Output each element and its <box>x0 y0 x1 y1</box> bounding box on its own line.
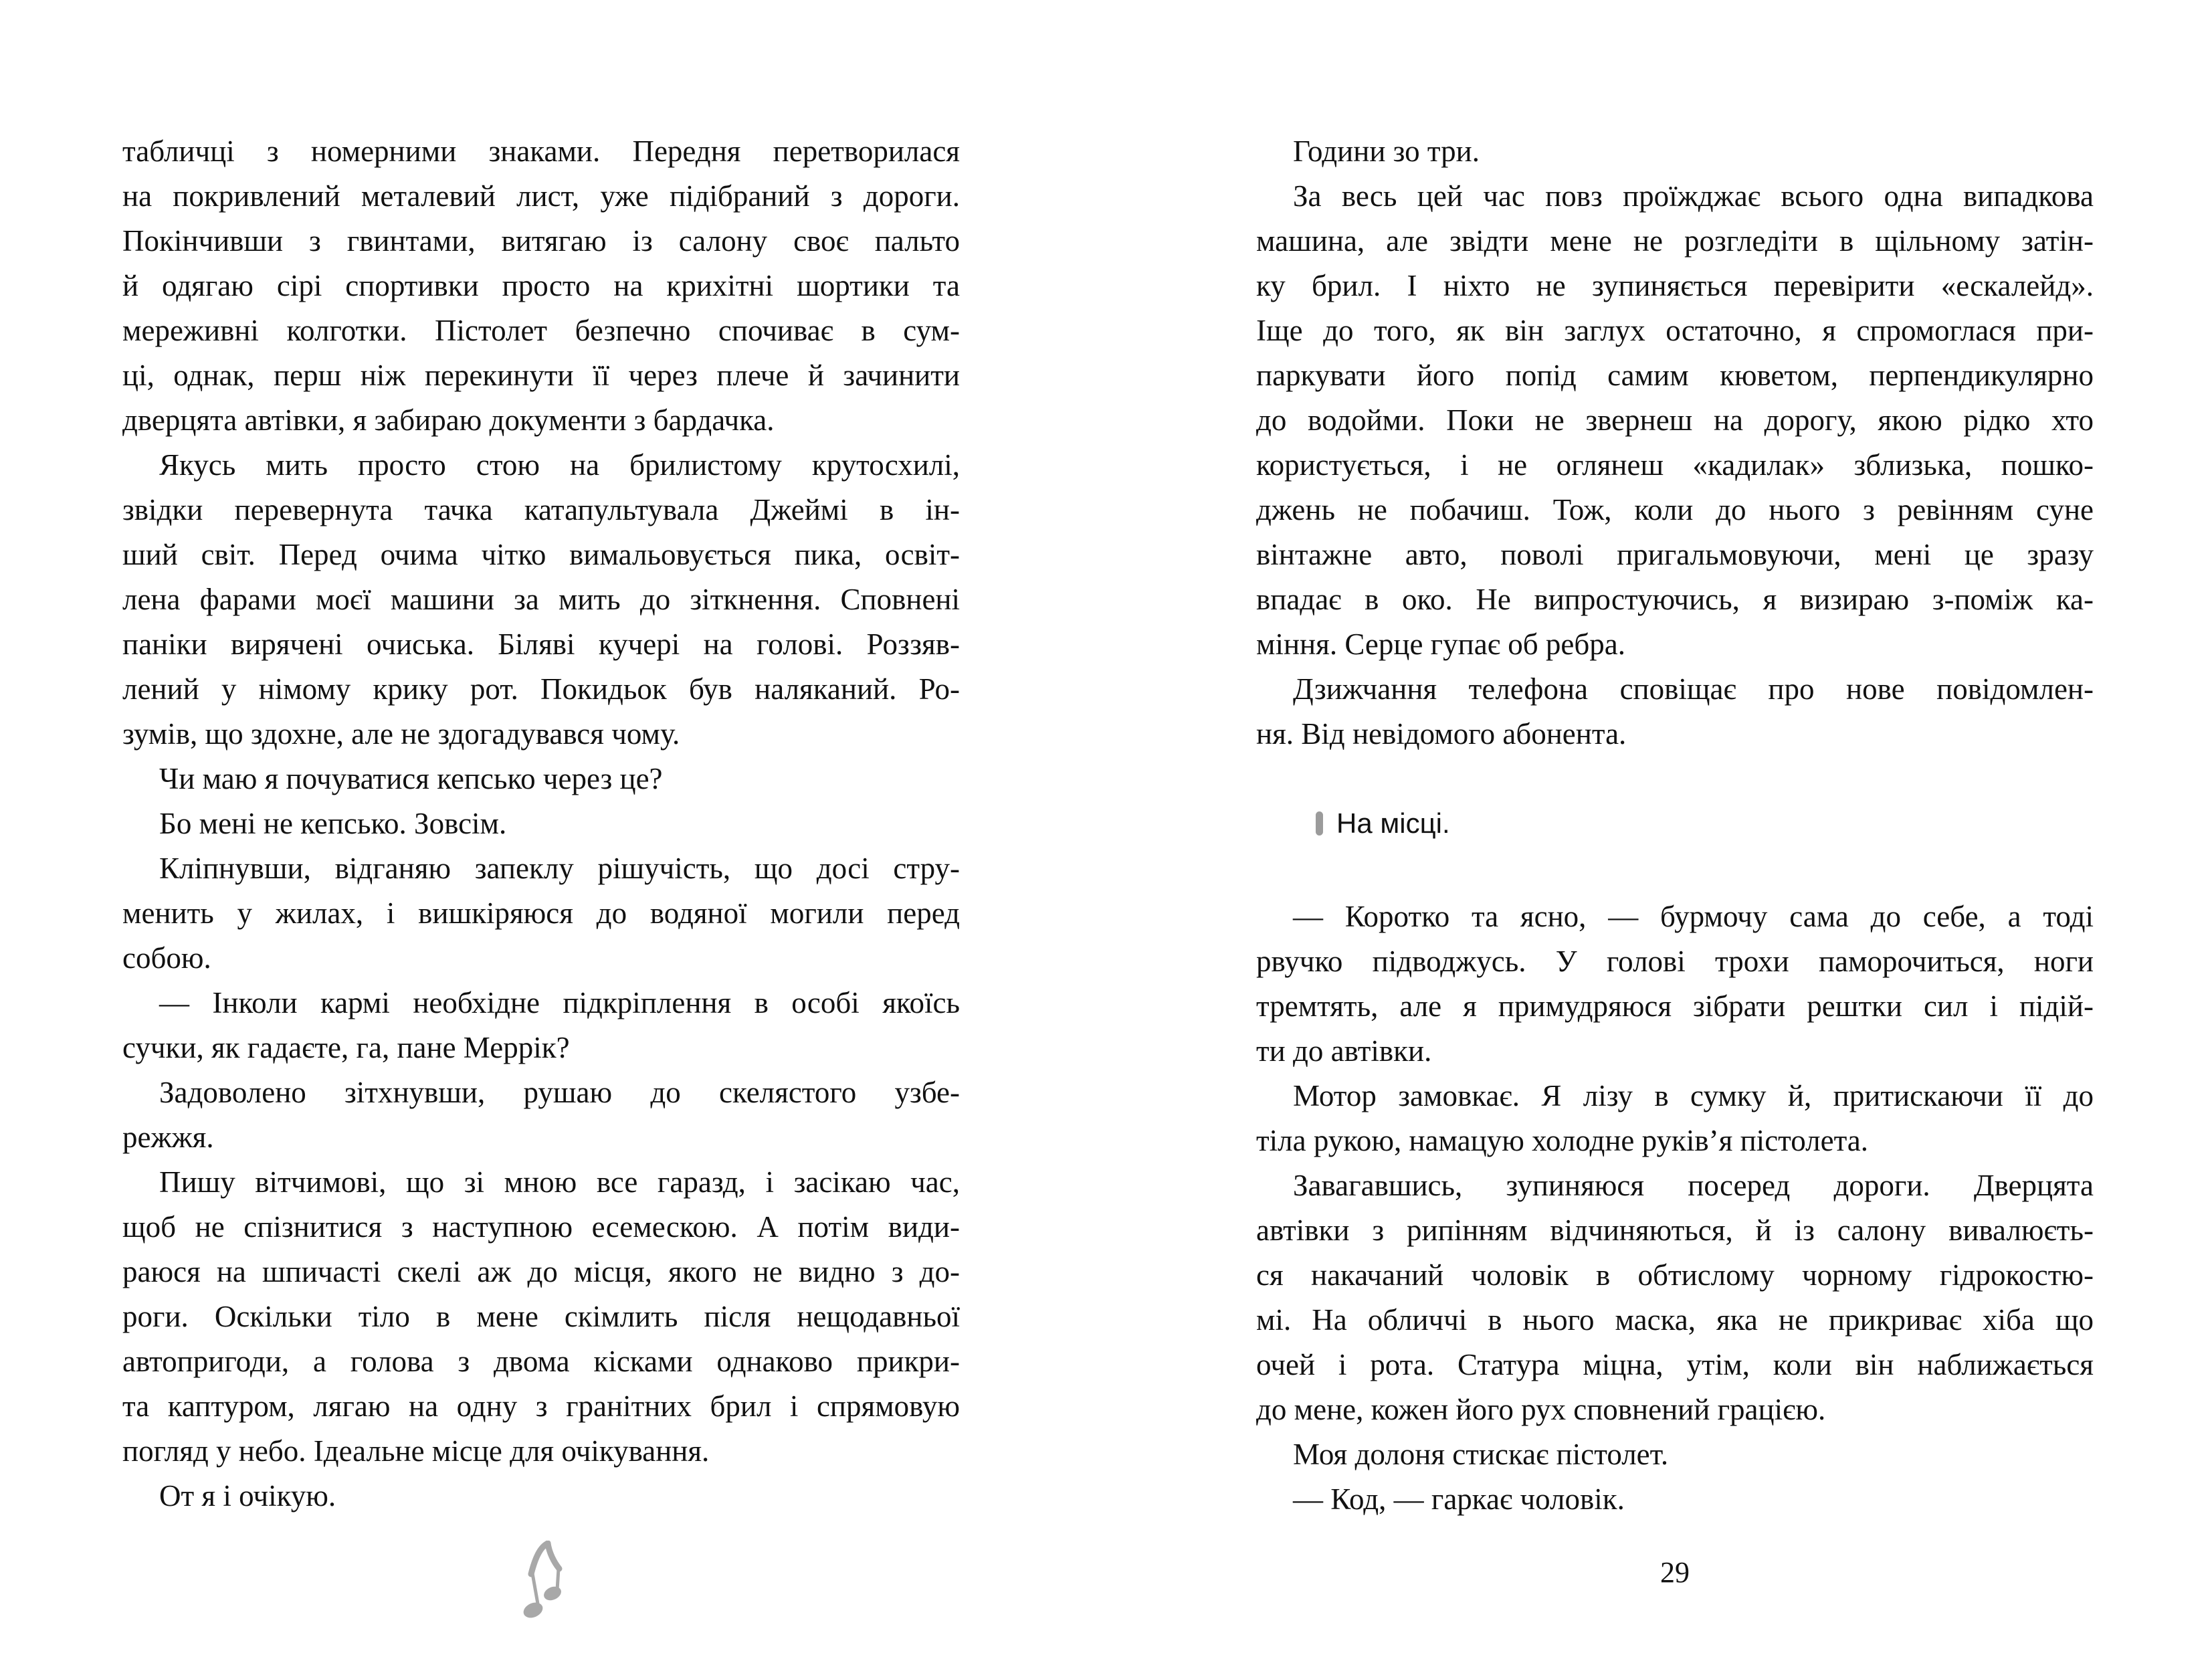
sms-message-text: На місці. <box>1336 807 1450 839</box>
text-line: сучки, як гадаєте, га, пане Меррік? <box>122 1031 570 1064</box>
sms-message <box>1256 801 2094 846</box>
text-line: автопригоди, а голова з двома кісками однаково прикри- <box>122 1345 960 1378</box>
text-line: тремтять, але я примудряюся зібрати рештки сил і підій- <box>1256 989 2094 1023</box>
text-line: паркувати його попід самим кюветом, перпендикулярно <box>1256 359 2094 392</box>
text-line: й одягаю сірі спортивки просто на крихітні шортики та <box>122 269 960 302</box>
text-line: табличці з номерними знаками. Передня перетворилася <box>122 134 960 168</box>
right-page-lines-top <box>1256 129 2094 757</box>
text-line: Чи маю я почуватися кепсько через це? <box>159 762 663 795</box>
text-line: лена фарами моєї машини за мить до зіткнення. Сповнені <box>122 583 960 616</box>
text-line: до водойми. Поки не звернеш на дорогу, якою рідко хто <box>1256 403 2094 437</box>
text-line: дверцята автівки, я забираю документи з бардачка. <box>122 403 775 437</box>
text-line: джень не побачиш. Тож, коли до нього з ревінням суне <box>1256 493 2094 526</box>
text-line: От я і очікую. <box>159 1479 336 1512</box>
music-note-ornament <box>122 1541 960 1622</box>
text-line: Кліпнувши, відганяю запеклу рішучість, що досі стру- <box>159 852 960 885</box>
text-line: Години зо три. <box>1293 134 1480 168</box>
text-line: паніки вирячені очиська. Біляві кучері на голові. Роззяв- <box>122 627 960 661</box>
music-note-icon <box>520 1541 563 1622</box>
text-line: лений у німому крику рот. Покидьок був наляканий. Ро- <box>122 672 960 706</box>
left-page-text <box>122 129 960 1622</box>
text-line: Іще до того, як він заглух остаточно, я спромоглася при- <box>1256 314 2094 347</box>
text-line: Якусь мить просто стою на брилистому крутосхилі, <box>159 448 960 482</box>
text-line: Бо мені не кепсько. Зовсім. <box>159 807 507 840</box>
right-page-lines-bottom <box>1256 894 2094 1522</box>
text-line: очей і рота. Статура міцна, утім, коли він наближається <box>1256 1348 2094 1381</box>
text-line: рвучко підводжусь. У голові трохи паморочиться, ноги <box>1256 945 2094 978</box>
text-line: собою. <box>122 941 211 975</box>
text-line: Дзижчання телефона сповіщає про нове повідомлен- <box>1293 672 2094 706</box>
sms-quote-bar <box>1316 811 1323 836</box>
text-line: впадає в око. Не випростуючись, я визираю з-поміж ка- <box>1256 583 2094 616</box>
text-line: ці, однак, перш ніж перекинути її через плече й зачинити <box>122 359 960 392</box>
text-line: звідки перевернута тачка катапультувала Джеймі в ін- <box>122 493 960 526</box>
left-page-lines <box>122 129 960 1519</box>
text-line: Завагавшись, зупиняюся посеред дороги. Дверцята <box>1293 1169 2094 1202</box>
text-line: користується, і не оглянеш «кадилак» зблизька, пошко- <box>1256 448 2094 482</box>
text-line: на покривлений металевий лист, уже підібраний з дороги. <box>122 179 960 213</box>
text-line: раюся на шпичасті скелі аж до місця, якого не видно з до- <box>122 1255 960 1288</box>
text-line: та каптуром, лягаю на одну з гранітних брил і спрямовую <box>122 1389 960 1423</box>
text-line: зумів, що здохне, але не здогадувався чому. <box>122 717 680 751</box>
text-line: погляд у небо. Ідеальне місце для очікування. <box>122 1434 710 1468</box>
text-line: Пишу вітчимові, що зі мною все гаразд, і засікаю час, <box>159 1165 960 1199</box>
text-line: ти до автівки. <box>1256 1034 1432 1068</box>
text-line: мереживні колготки. Пістолет безпечно спочиває в сум- <box>122 314 960 347</box>
text-line: — Інколи кармі необхідне підкріплення в особі якоїсь <box>159 986 960 1019</box>
text-line: ся накачаний чоловік в обтислому чорному гідрокостю- <box>1256 1258 2094 1292</box>
text-line: ня. Від невідомого абонента. <box>1256 717 1627 751</box>
text-line: режжя. <box>122 1120 214 1154</box>
text-line: роги. Оскільки тіло в мене скімлить після нещодавньої <box>122 1300 960 1333</box>
text-line: менить у жилах, і вишкіряюся до водяної могили перед <box>122 896 960 930</box>
text-line: мі. На обличчі в нього маска, яка не прикриває хіба що <box>1256 1303 2094 1337</box>
text-line: щоб не спізнитися з наступною есемескою. А потім види- <box>122 1210 960 1244</box>
text-line: тіла рукою, намацую холодне руків’я пістолета. <box>1256 1124 1869 1157</box>
text-line: автівки з рипінням відчиняються, й із салону вивалюєть- <box>1256 1213 2094 1247</box>
text-line: вінтажне авто, поволі пригальмовуючи, мені це зразу <box>1256 538 2094 571</box>
right-page-text <box>1256 129 2094 1595</box>
text-line: міння. Серце гупає об ребра. <box>1256 627 1625 661</box>
text-line: машина, але звідти мене не розгледіти в щільному затін- <box>1256 224 2094 258</box>
text-line: — Коротко та ясно, — бурмочу сама до себе, а тоді <box>1293 900 2094 933</box>
text-line: до мене, кожен його рух сповнений грацією. <box>1256 1393 1826 1426</box>
text-line: — Код, — гаркає чоловік. <box>1293 1482 1625 1516</box>
text-line: ший світ. Перед очима чітко вимальовується пика, освіт- <box>122 538 960 571</box>
text-line: Покінчивши з гвинтами, витягаю із салону своє пальто <box>122 224 960 258</box>
text-line: Мотор замовкає. Я лізу в сумку й, притискаючи її до <box>1293 1079 2094 1112</box>
text-line: За весь цей час повз проїжджає всього одна випадкова <box>1293 179 2094 213</box>
page-number: 29 <box>1660 1556 1690 1589</box>
text-line: Моя долоня стискає пістолет. <box>1293 1438 1669 1471</box>
text-line: ку брил. І ніхто не зупиняється перевірити «ескалейд». <box>1256 269 2094 302</box>
text-line: Задоволено зітхнувши, рушаю до скелястого узбе- <box>159 1076 960 1109</box>
